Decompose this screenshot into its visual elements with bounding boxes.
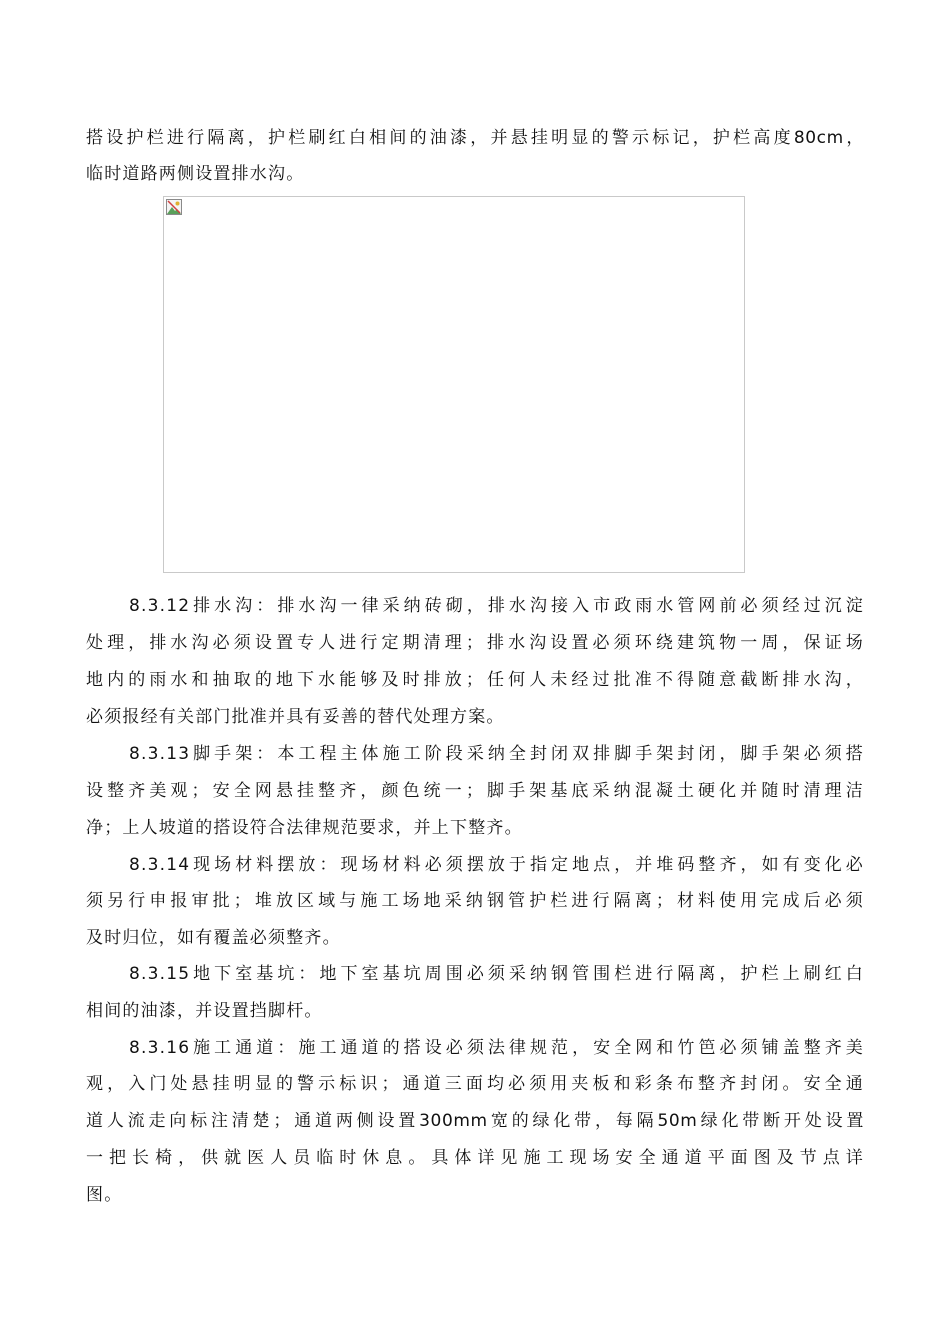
p8316-line-2: 观，入门处悬挂明显的警示标识；通道三面均必须用夹板和彩条布整齐封闭。安全通: [86, 1074, 864, 1094]
p8313-line-2: 设整齐美观；安全网悬挂整齐，颜色统一；脚手架基底采纳混凝土硬化并随时清理洁: [86, 781, 864, 801]
intro-line-2: 临时道路两侧设置排水沟。: [86, 164, 305, 184]
p8312-line-3: 地内的雨水和抽取的地下水能够及时排放；任何人未经过批准不得随意截断排水沟，: [86, 670, 864, 690]
broken-image-icon: [166, 199, 182, 215]
p8316-line-4: 一把长椅，供就医人员临时休息。具体详见施工现场安全通道平面图及节点详: [86, 1148, 864, 1168]
intro-line-1: 搭设护栏进行隔离，护栏刷红白相间的油漆，并悬挂明显的警示标记，护栏高度80cm，: [86, 128, 864, 148]
p8314-line-1: 8.3.14现场材料摆放：现场材料必须摆放于指定地点，并堆码整齐，如有变化必: [129, 855, 864, 875]
p8315-line-2: 相间的油漆，并设置挡脚杆。: [86, 1001, 323, 1021]
image-placeholder: [163, 196, 745, 573]
p8314-line-3: 及时归位，如有覆盖必须整齐。: [86, 928, 341, 948]
p8314-line-2: 须另行申报审批；堆放区域与施工场地采纳钢管护栏进行隔离；材料使用完成后必须: [86, 891, 864, 911]
p8316-line-1: 8.3.16施工通道：施工通道的搭设必须法律规范，安全网和竹笆必须铺盖整齐美: [129, 1038, 864, 1058]
p8316-line-3: 道人流走向标注清楚；通道两侧设置300mm宽的绿化带，每隔50m绿化带断开处设置: [86, 1111, 864, 1131]
p8312-line-4: 必须报经有关部门批准并具有妥善的替代处理方案。: [86, 707, 505, 727]
p8316-line-5: 图。: [86, 1185, 123, 1205]
p8313-line-3: 净；上人坡道的搭设符合法律规范要求，并上下整齐。: [86, 818, 523, 838]
p8312-line-2: 处理，排水沟必须设置专人进行定期清理；排水沟设置必须环绕建筑物一周，保证场: [86, 633, 864, 653]
p8313-line-1: 8.3.13脚手架：本工程主体施工阶段采纳全封闭双排脚手架封闭，脚手架必须搭: [129, 744, 864, 764]
p8315-line-1: 8.3.15地下室基坑：地下室基坑周围必须采纳钢管围栏进行隔离，护栏上刷红白: [129, 964, 864, 984]
p8312-line-1: 8.3.12排水沟：排水沟一律采纳砖砌，排水沟接入市政雨水管网前必须经过沉淀: [129, 596, 864, 616]
